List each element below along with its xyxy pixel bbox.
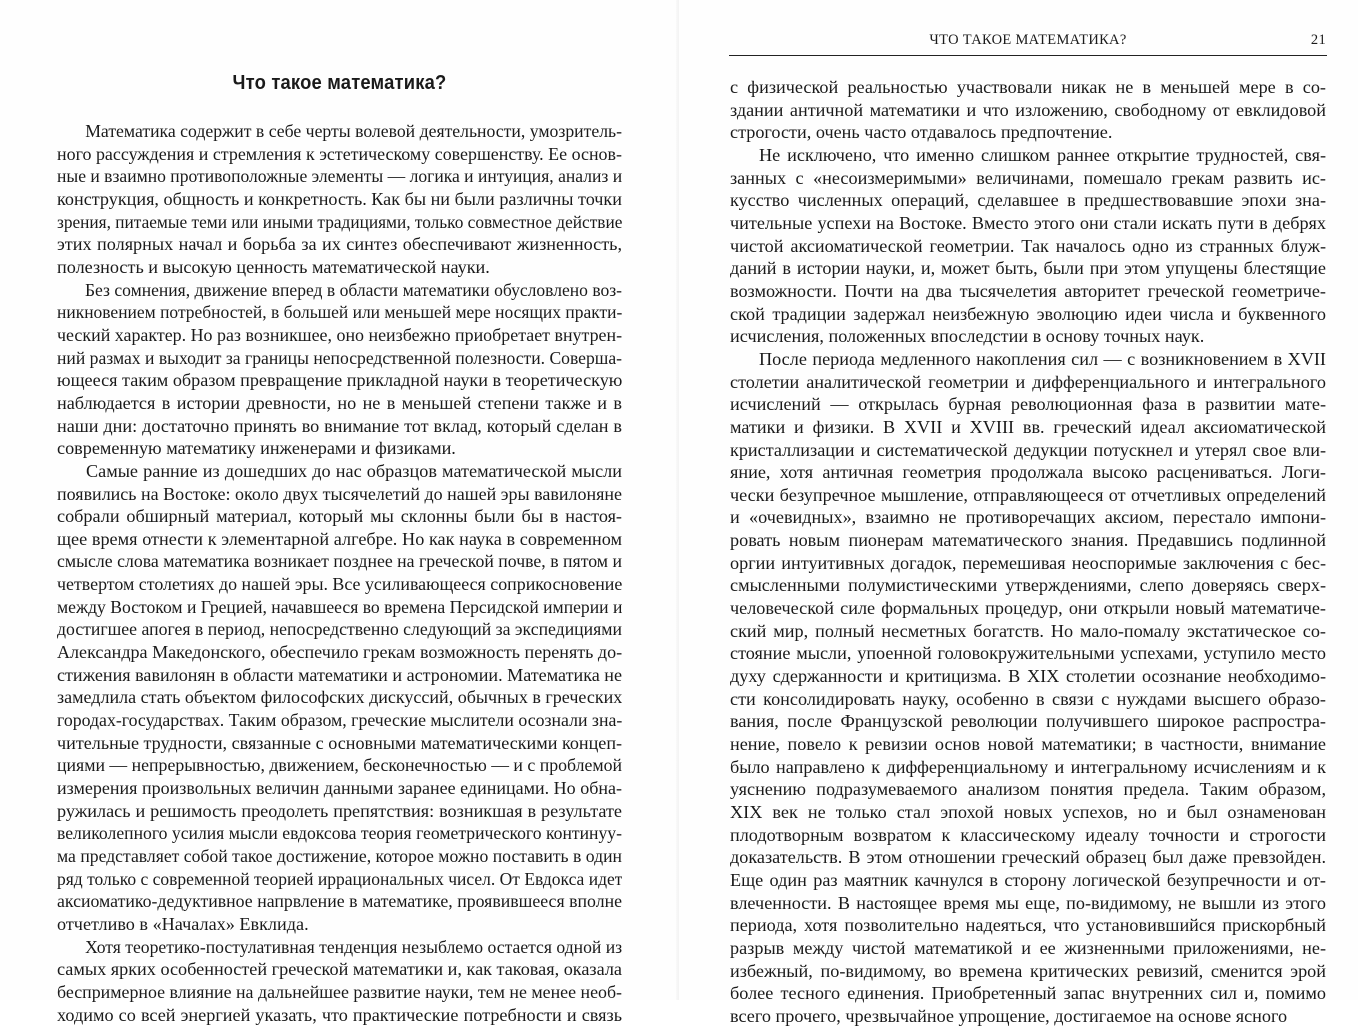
text-line: беспримерное влияние на дальнейшее развитие науки, тем не менее необ- — [57, 981, 622, 1002]
text-line: смысле слова математика возникает позднее на греческой почве, в пятом и — [57, 551, 622, 572]
text-line: здании античной математики и что изложению, свободному от евклидовой — [730, 99, 1326, 120]
text-line: ряд только с современной теорией иррациональных чисел. От Евдокса идет — [57, 868, 622, 889]
text-line: избежный, по-видимому, во времена критических ревизий, сменится эрой — [730, 960, 1326, 981]
text-line: чительные успехи на Востоке. Вместо этого они стали искать пути в дебрях — [730, 212, 1326, 233]
text-line: Александра Македонского, обеспечило грекам возможность перенять до- — [57, 642, 623, 663]
header-rule — [729, 55, 1327, 56]
text-line: XIX век не только стал эпохой новых успехов, но и был ознаменован — [730, 802, 1326, 822]
text-line: доказательств. В этом отношении греческий образец был даже превзойден. — [730, 847, 1326, 868]
text-line: измерения произвольных величин данными заранее единицами. Но обна- — [57, 778, 623, 799]
text-line: стояние мысли, упоенной головокружительными успехами, уступило место — [730, 643, 1326, 664]
text-line: щее время отнести к элементарной алгебре. Но как наука в современном — [57, 528, 622, 549]
text-line: более тесного единения. Приобретенный запас внутренних сил и, помимо — [730, 983, 1326, 1004]
text-line: яние, хотя античная геометрия продолжала высоко расцениваться. Логи- — [730, 462, 1326, 483]
text-line: кусство численных операций, сделавшее в предшествовавшие эпохи зна- — [730, 190, 1326, 211]
text-line: Еще один раз маятник качнулся в сторону логической безупречности и от- — [730, 869, 1326, 890]
text-line: конструкция, общность и конкретность. Как бы ни были различны точки — [57, 188, 622, 209]
text-line: оргии интуитивных догадок, перемешивая неоспоримые заключения с бес- — [730, 552, 1326, 573]
text-line: разрыв между чистой математикой и ее жизненными приложениями, не- — [730, 937, 1326, 958]
paragraph — [730, 348, 1326, 1028]
text-line: вания, после Французской революции получившего широкое распростра- — [730, 711, 1326, 732]
text-line: кристаллизации и систематической дедукции потускнел и утерял свое вли- — [730, 439, 1326, 460]
text-line: чительные трудности, связанные с основными математическими концеп- — [57, 732, 623, 753]
text-line: Не исключено, что именно слишком раннее открытие трудностей, свя- — [759, 144, 1326, 165]
text-line: занных с «несоизмеримыми» величинами, помешало грекам развить ис- — [730, 167, 1326, 188]
text-line: периода, хотя позволительно надеяться, что установившийся прискорбный — [730, 915, 1326, 936]
paragraph — [57, 936, 622, 1027]
text-line: строгости, очень часто отдавалось предпочтение. — [730, 122, 1113, 143]
left-body-text — [57, 120, 622, 1026]
text-line: ний размах и выходит за границы непосредственной полезности. Соверша- — [57, 347, 623, 368]
paragraph — [57, 460, 622, 936]
text-line: ходимо со всей энергией указать, что практические потребности и связь — [57, 1004, 622, 1025]
text-line: ружилась и решимость преодолеть препятствия: возникшая в результате — [57, 800, 622, 821]
text-line: отчетливо в «Началах» Евклида. — [57, 913, 309, 934]
text-line: Самые ранние из дошедших до нас образцов математической мысли — [86, 460, 622, 481]
paragraph — [57, 120, 622, 279]
text-line: собрали обширный материал, который мы склонны были бы в настоя- — [57, 506, 622, 527]
text-line: духу сдержанности и критицизма. В XIX столетии осознание необходимо- — [730, 666, 1326, 687]
text-line: аксиоматико-дедуктивное напрвление в математике, проявившееся вполне — [57, 891, 622, 912]
text-line: уяснению подразумеваемого анализом понятия предела. Таким образом, — [730, 779, 1326, 800]
right-body-text — [730, 76, 1326, 1028]
text-line: ческий характер. Но раз возникшее, оно неизбежно приобретает внутрен- — [57, 324, 622, 345]
text-line: самых ярких особенностей греческой математики и, как таковая, оказала — [57, 959, 622, 980]
text-line: После периода медленного накопления сил — с возникновением в XVII — [759, 348, 1326, 369]
text-line: матики и физики. В XVII и XVIII вв. греческий идеал аксиоматической — [730, 416, 1326, 437]
text-line: стижения вавилонян в области математики и астрономии. Математика не — [57, 664, 622, 685]
text-line: ма представляет собой такое достижение, которое можно поставить в один — [57, 846, 623, 866]
text-line: чески безупречное мышление, отправляющееся от отчетливых определений — [730, 484, 1326, 505]
paragraph — [57, 279, 622, 460]
paragraph — [730, 76, 1326, 144]
text-line: полезность и высокую ценность математической науки. — [57, 256, 490, 277]
text-line: четвертом столетиях до нашей эры. Все усиливающееся соприкосновение — [57, 574, 622, 595]
text-line: зрения, питаемые теми или иными традициями, только совместное действие — [57, 211, 623, 232]
paragraph — [730, 144, 1326, 348]
text-line: даний в истории науки, и, может быть, были при этом упущены блестящие — [730, 258, 1326, 279]
text-line: человеческой силе формальных процедур, они открыли новый математиче- — [730, 598, 1326, 619]
text-line: исчисления, положенных впоследстии в основу точных наук. — [730, 326, 1205, 347]
text-line: нение, повело к ревизии основ новой математики; в частности, внимание — [730, 734, 1326, 755]
page-number: 21 — [1310, 32, 1326, 48]
running-head-title: ЧТО ТАКОЕ МАТЕМАТИКА? — [929, 32, 1127, 48]
text-line: Хотя теоретико-постулативная тенденция незыблемо остается одной из — [85, 936, 622, 957]
text-line: и «очевидных», взаимно не противоречащих аксиом, перестало импони- — [730, 507, 1326, 528]
section-title: Что такое математика? — [232, 72, 447, 94]
text-line: наблюдается в истории древности, но не в меньшей степени также и в — [57, 392, 622, 413]
text-line: наши дни: достаточно принять во внимание тот вклад, который сделан в — [57, 415, 622, 436]
text-line: замедлила стать объектом философских дискуссий, обычных в греческих — [57, 687, 622, 708]
text-line: ский мир, полный несметных богатств. Но мало-помалу экстатическое со- — [730, 620, 1326, 641]
text-line: ровать новым пионерам математического знания. Предавшись подлинной — [730, 530, 1326, 551]
text-line: плодотворным возвратом к классическому идеалу точности и строгости — [730, 824, 1326, 845]
text-line: Математика содержит в себе черты волевой деятельности, умозритель- — [85, 121, 623, 141]
text-line: ные и взаимно противоположные элементы — логика и интуиция, анализ и — [57, 166, 622, 187]
text-line: великолепного усилия мысли евдоксова теория геометрического континуу- — [57, 823, 622, 844]
text-line: современную математику инженерами и физиками. — [57, 438, 456, 459]
text-line: ской традиции задержал неизбежную эволюцию идеи числа и буквенного — [730, 303, 1326, 324]
text-line: исчислений — открылась бурная революционная фаза в развитии мате- — [730, 394, 1326, 415]
text-line: всего прочего, чрезвычайное упрощение, достигаемое на основе ясного — [730, 1005, 1288, 1026]
text-line: столетии аналитической геометрии и дифференциального и интегрального — [730, 371, 1326, 392]
text-line: сти консолидировать науку, особенно в связи с нуждами высшего образо- — [730, 688, 1326, 709]
text-line: этих полярных начал и борьба за их синтез обеспечивают жизненность, — [57, 234, 622, 255]
text-line: смысленными полумистическими утверждениями, слепо доверяясь сверх- — [730, 575, 1326, 596]
text-line: с физической реальностью участвовали никак не в меньшей мере в со- — [730, 77, 1326, 97]
text-line: возможности. Почти на два тысячелетия авторитет греческой геометриче- — [730, 280, 1326, 301]
text-line: ющееся таким образом превращение прикладной науки в теоретическую — [57, 370, 622, 391]
text-line: было направлено к дифференциальному и интегральному исчислениям и к — [730, 756, 1326, 777]
text-line: влеченности. В настоящее время мы еще, по-видимому, не вышли из этого — [730, 892, 1326, 913]
text-line: ного рассуждения и стремления к эстетическому совершенству. Ее основ- — [57, 143, 622, 164]
left-page — [0, 0, 679, 1025]
text-line: никновением потребностей, в большей или меньшей мере носящих практи- — [57, 302, 623, 323]
text-line: циями — непрерывностью, движением, бесконечностью — и с проблемой — [57, 755, 622, 776]
text-line: Без сомнения, движение вперед в области математики обусловлено воз- — [84, 279, 623, 300]
text-line: появились на Востоке: около двух тысячелетий до нашей эры вавилоняне — [57, 483, 623, 504]
running-head — [730, 32, 1326, 52]
text-line: между Востоком и Грецией, начавшееся во времена Персидской империи и — [57, 596, 623, 617]
text-line: чистой аксиоматической геометрии. Так началось одно из странных блуж- — [730, 235, 1326, 256]
text-line: городах-государствах. Таким образом, греческие мыслители осознали зна- — [57, 710, 622, 731]
text-line: достигшее апогея в период, непосредственно следующий за экспедициями — [57, 619, 622, 640]
